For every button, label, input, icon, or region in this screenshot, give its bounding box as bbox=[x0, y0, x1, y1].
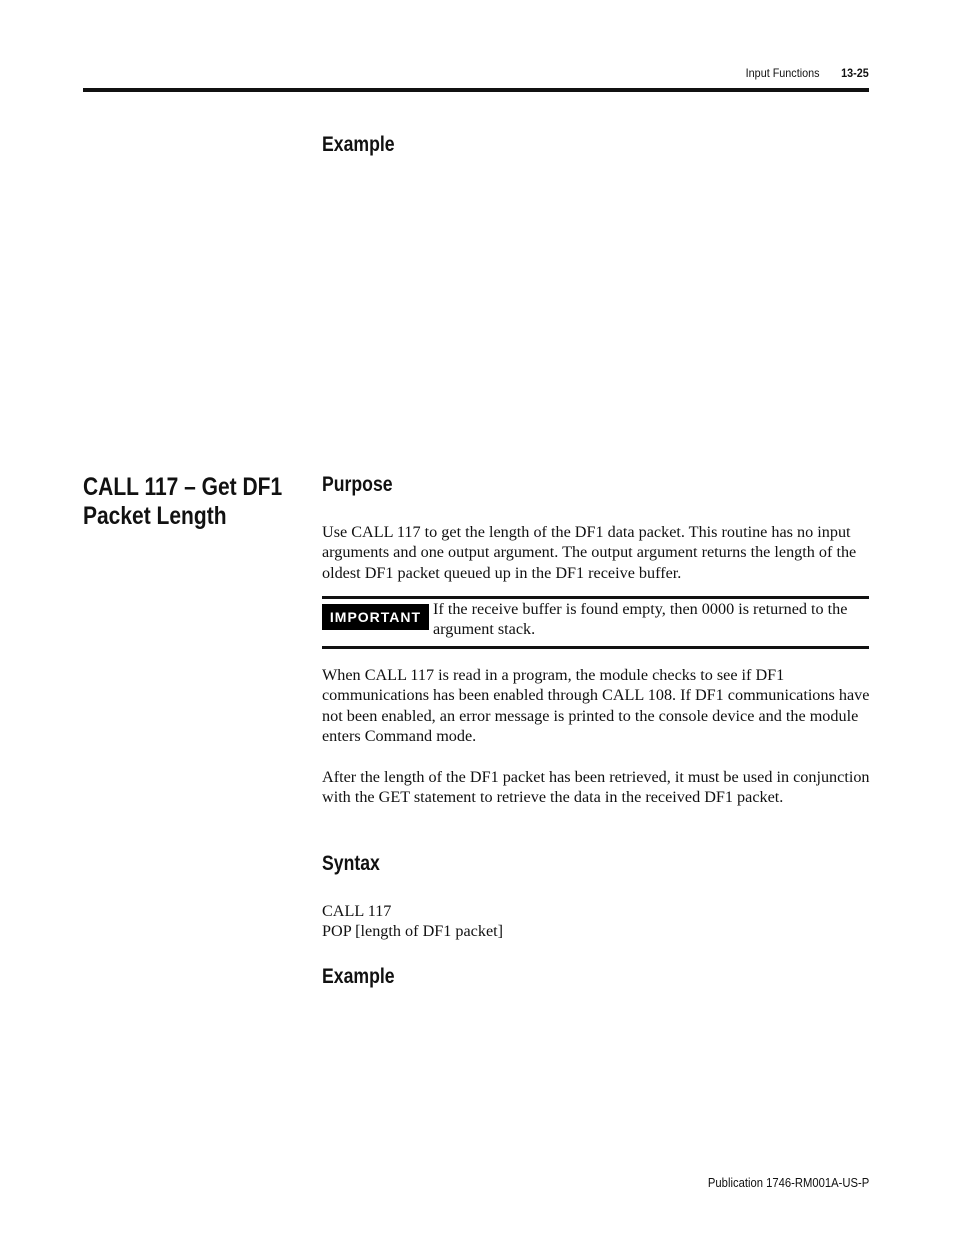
section-title-line2: Packet Length bbox=[83, 502, 227, 530]
important-badge: IMPORTANT bbox=[322, 604, 429, 630]
important-text: If the receive buffer is found empty, then 0000 is returned to the argument stack. bbox=[433, 600, 848, 639]
header-rule bbox=[83, 88, 869, 92]
example-heading-bottom: Example bbox=[322, 965, 395, 988]
page-number: 13-25 bbox=[841, 66, 869, 80]
syntax-block bbox=[322, 901, 870, 942]
syntax-heading: Syntax bbox=[322, 852, 380, 875]
module-check-paragraph: When CALL 117 is read in a program, the module checks to see if DF1 communications has been enabled through CALL 108. If DF1 communications have not been enabled, an error message is printed to the console device and the module enters Command mode. bbox=[322, 666, 870, 745]
purpose-paragraph: Use CALL 117 to get the length of the DF1 data packet. This routine has no input arguments and one output argument. The output argument returns the length of the oldest DF1 packet queued up in the DF1 receive buffer. bbox=[322, 523, 857, 582]
important-callout bbox=[322, 596, 869, 649]
syntax-line-call: CALL 117 bbox=[322, 902, 392, 920]
syntax-line-pop: POP [length of DF1 packet] bbox=[322, 922, 504, 941]
retrieval-paragraph: After the length of the DF1 packet has been retrieved, it must be used in conjunction with the GET statement to retrieve the data in the received DF1 packet. bbox=[322, 768, 870, 807]
section-title-line1: CALL 117 – Get DF1 bbox=[83, 473, 283, 501]
running-header-section: Input Functions bbox=[745, 66, 820, 80]
example-heading-top: Example bbox=[322, 133, 395, 156]
purpose-heading: Purpose bbox=[322, 473, 393, 496]
running-header bbox=[746, 66, 869, 80]
publication-footer: Publication 1746-RM001A-US-P bbox=[707, 1176, 869, 1190]
section-title bbox=[83, 473, 282, 531]
callout-rule-bottom bbox=[322, 646, 869, 649]
